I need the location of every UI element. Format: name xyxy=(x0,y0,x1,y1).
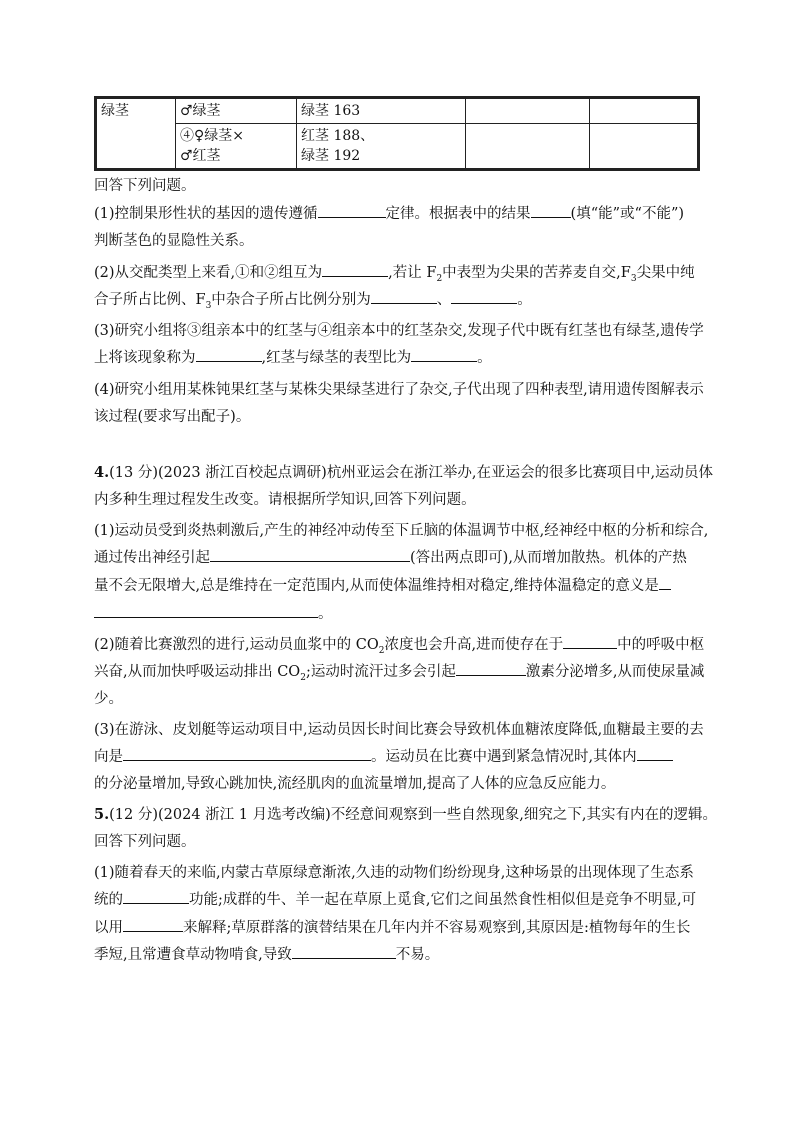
q4-stem-line1 xyxy=(94,462,713,484)
text: 功能;成群的牛、羊一起在草原上觅食,它们之间虽然食性相似但是竞争不明显,可 xyxy=(189,892,697,908)
question-number: 4. xyxy=(94,464,110,481)
q5-stem-line1 xyxy=(94,804,717,826)
q3-part3-line1: (3)研究小组将③组亲本中的红茎与④组亲本中的红茎杂交,发现子代中既有红茎也有绿茎,遗传学 xyxy=(94,323,704,339)
q4-part2-line3: 少。 xyxy=(94,691,123,707)
cell-line: ④♀绿茎× xyxy=(180,128,244,144)
table-cell: 绿茎 163 xyxy=(297,98,466,124)
table-cell xyxy=(590,124,699,170)
subscript: 3 xyxy=(630,273,637,284)
text: (2)从交配类型上来看,①和②组互为 xyxy=(94,265,323,281)
q3-part2-line2 xyxy=(94,289,532,317)
text: 、 xyxy=(436,292,452,308)
q5-part1-line2 xyxy=(94,889,696,911)
text: ,若让 F xyxy=(388,265,437,281)
text: 激素分泌增多,从而使尿量减 xyxy=(525,664,705,680)
answer-blank[interactable] xyxy=(637,746,673,761)
answer-blank[interactable] xyxy=(210,547,410,562)
answer-blank[interactable] xyxy=(371,289,437,304)
text: 不经意间观察到一些自然现象,细究之下,其实有内在的逻辑。 xyxy=(330,807,718,823)
answer-blank[interactable] xyxy=(123,746,371,761)
text: 中杂合子所占比例分别为 xyxy=(211,292,371,308)
text: 。 xyxy=(477,350,492,366)
table-cell xyxy=(466,124,590,170)
table-cell: 绿茎 xyxy=(96,98,176,170)
text: 来解释;草原群落的演替结果在几年内并不容易观察到,其原因是:植物每年的生长 xyxy=(183,920,691,936)
text: 定律。根据表中的结果 xyxy=(385,206,531,222)
table-cell xyxy=(297,124,466,170)
q4-part3-line3: 的分泌量增加,导致心跳加快,流经肌肉的血流量增加,提高了人体的应急反应能力。 xyxy=(94,776,616,792)
table-cell xyxy=(176,124,297,170)
q4-stem-line2: 内多种生理过程发生改变。请根据所学知识,回答下列问题。 xyxy=(94,492,476,508)
text: 杭州亚运会在浙江举办,在亚运会的很多比赛项目中,运动员体 xyxy=(326,465,714,481)
text: 尖果中纯 xyxy=(636,265,695,281)
answer-blank[interactable] xyxy=(411,347,477,362)
cell-line: ♂红茎 xyxy=(180,148,221,164)
text: 统的 xyxy=(94,892,123,908)
cell-line: 绿茎 192 xyxy=(301,148,361,164)
text: 合子所占比例、F xyxy=(94,292,206,308)
question-source: (13 分)(2023 浙江百校起点调研) xyxy=(109,465,327,481)
text: (填“能”或“不能”) xyxy=(570,206,685,222)
answer-blank[interactable] xyxy=(531,203,571,218)
q3-intro: 回答下列问题。 xyxy=(94,178,196,194)
text: 季短,且常遭食草动物啃食,导致 xyxy=(94,947,292,963)
table-cell xyxy=(466,98,590,124)
subscript: 2 xyxy=(300,672,306,683)
text: 中表型为尖果的苦荞麦自交,F xyxy=(442,265,631,281)
q3-part1-line1 xyxy=(94,203,684,225)
answer-blank[interactable] xyxy=(292,944,396,959)
answer-blank[interactable] xyxy=(451,289,517,304)
q4-part2-line2 xyxy=(94,661,704,689)
answer-blank[interactable] xyxy=(318,203,386,218)
table-row xyxy=(96,124,699,170)
question-source: (12 分)(2024 浙江 1 月选考改编) xyxy=(109,807,331,823)
q3-part4-line1: (4)研究小组用某株钝果红茎与某株尖果绿茎进行了杂交,子代出现了四种表型,请用遗传图解表示 xyxy=(94,382,704,398)
q5-stem-line2: 回答下列问题。 xyxy=(94,834,196,850)
text: 通过传出神经引起 xyxy=(94,550,210,566)
question-number: 5. xyxy=(94,806,110,823)
q4-part3-line1: (3)在游泳、皮划艇等运动项目中,运动员因长时间比赛会导致机体血糖浓度降低,血糖最主要的去 xyxy=(94,722,704,738)
q5-part1-line3 xyxy=(94,917,690,939)
text: 兴奋,从而加快呼吸运动排出 CO xyxy=(94,664,301,680)
text: 中的呼吸中枢 xyxy=(617,637,705,653)
q3-part3-line2 xyxy=(94,347,492,369)
text: 量不会无限增大,总是维持在一定范围内,从而使体温维持相对稳定,维持体温稳定的意义是 xyxy=(94,578,659,594)
q4-part1-line4 xyxy=(94,603,333,625)
table-cell: ♂绿茎 xyxy=(176,98,297,124)
text: ,红茎与绿茎的表型比为 xyxy=(261,350,412,366)
q4-part3-line2 xyxy=(94,746,673,768)
text: 。 xyxy=(517,292,532,308)
cell-line: 红茎 188、 xyxy=(301,128,375,144)
text: 上将该现象称为 xyxy=(94,350,196,366)
answer-blank[interactable] xyxy=(123,917,183,932)
subscript: 2 xyxy=(436,273,443,284)
answer-blank[interactable] xyxy=(456,661,526,676)
answer-blank[interactable] xyxy=(563,634,617,649)
text: 向是 xyxy=(94,749,123,765)
subscript: 3 xyxy=(205,300,212,311)
q5-part1-line4 xyxy=(94,944,439,966)
text: (2)随着比赛激烈的进行,运动员血浆中的 CO xyxy=(94,637,379,653)
q5-part1-line1: (1)随着春天的来临,内蒙古草原绿意渐浓,久违的动物们纷纷现身,这种场景的出现体现了生态系 xyxy=(94,865,694,881)
table-row xyxy=(96,98,699,124)
text: 不易。 xyxy=(395,947,440,963)
answer-blank[interactable] xyxy=(94,603,318,618)
answer-blank[interactable] xyxy=(659,575,671,590)
table-cell xyxy=(590,98,699,124)
q3-part1-line2: 判断茎色的显隐性关系。 xyxy=(94,233,254,249)
q4-part1-line1: (1)运动员受到炎热刺激后,产生的神经冲动传至下丘脑的体温调节中枢,经神经中枢的分析和综合, xyxy=(94,523,709,539)
answer-blank[interactable] xyxy=(196,347,262,362)
answer-blank[interactable] xyxy=(123,889,189,904)
subscript: 2 xyxy=(378,645,385,656)
text: ;运动时流汗过多会引起 xyxy=(305,664,456,680)
answer-blank[interactable] xyxy=(322,262,388,277)
text: (答出两点即可),从而增加散热。机体的产热 xyxy=(410,550,687,566)
q3-part4-line2: 该过程(要求写出配子)。 xyxy=(94,409,251,425)
text: 浓度也会升高,进而使存在于 xyxy=(384,637,564,653)
genetics-table xyxy=(94,96,700,171)
q4-part1-line2 xyxy=(94,547,687,569)
text: 以用 xyxy=(94,920,123,936)
q3-part2-line1 xyxy=(94,262,695,290)
text: 。运动员在比赛中遇到紧急情况时,其体内 xyxy=(371,749,637,765)
text: 。 xyxy=(318,606,333,622)
q4-part2-line1 xyxy=(94,634,704,662)
q4-part1-line3 xyxy=(94,575,671,597)
text: (1)控制果形性状的基因的遗传遵循 xyxy=(94,206,318,222)
